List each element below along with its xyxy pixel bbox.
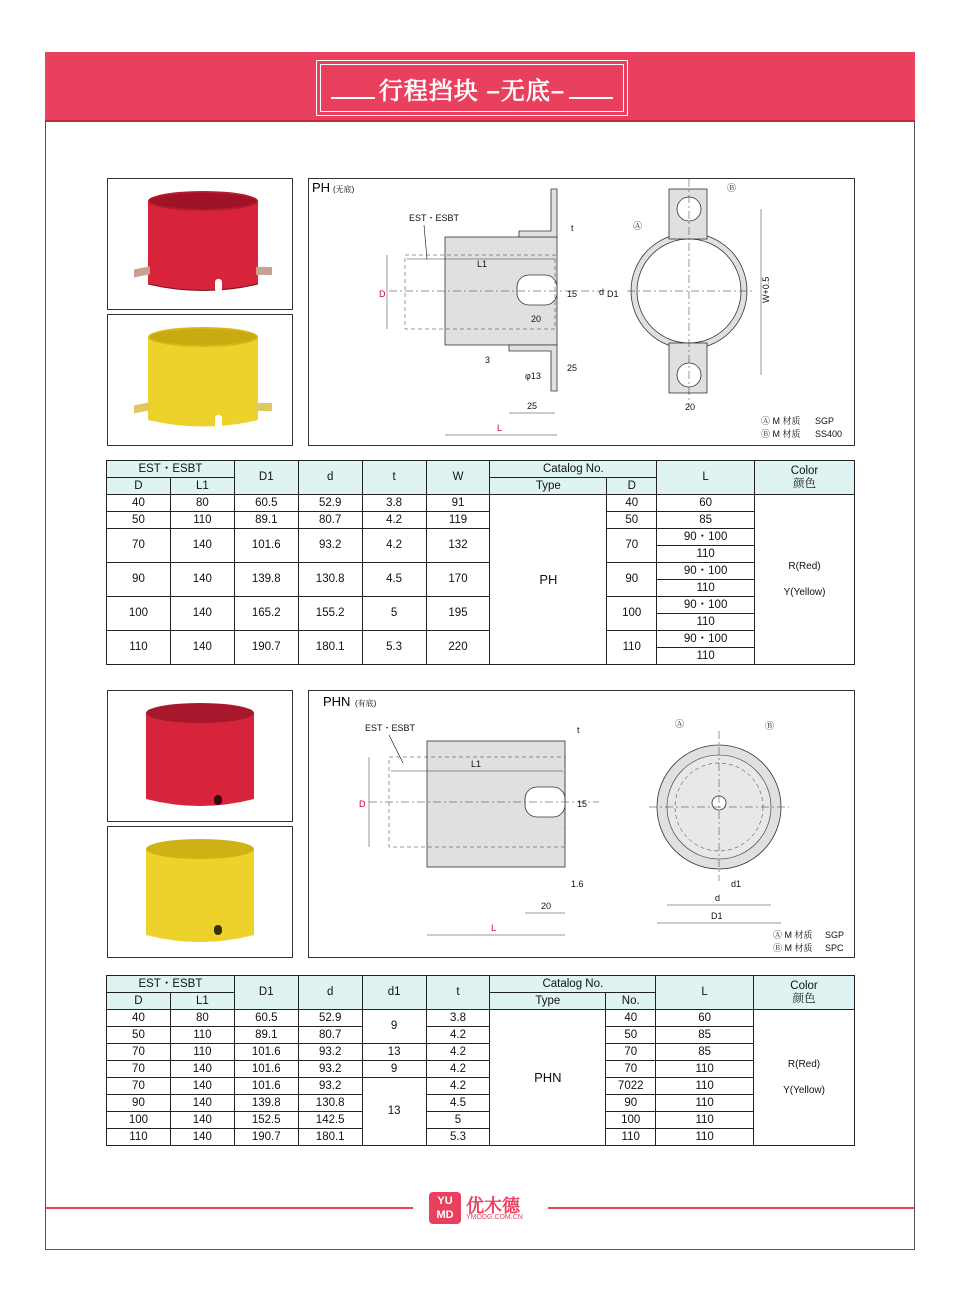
table-cell: SS400 <box>815 429 843 439</box>
phn-dim-15: 15 <box>577 799 588 809</box>
table-cell: 110 <box>107 1129 171 1146</box>
table-cell: R(Red) <box>788 560 821 572</box>
table-cell: 93.2 <box>298 1061 362 1078</box>
drawing-ph <box>308 178 855 446</box>
table-cell: MD <box>436 1209 454 1221</box>
table-cell: 52.9 <box>298 495 362 512</box>
th-color-en: Color <box>790 464 819 477</box>
table-cell: 140 <box>170 1112 234 1129</box>
table-cell: 101.6 <box>234 1078 298 1095</box>
table-row <box>107 1044 855 1061</box>
table-cell: 60 <box>657 495 755 512</box>
ph-dim-15: 15 <box>567 289 578 299</box>
table-cell: 132 <box>426 529 490 563</box>
table-cell: 40 <box>107 1010 171 1027</box>
table-cell: 110 <box>656 1061 754 1078</box>
ph-dim-25b: 25 <box>527 401 538 411</box>
table-cell: Y(Yellow) <box>783 586 826 598</box>
table-cell: 5.3 <box>362 631 426 665</box>
th2-type: Type <box>490 993 606 1010</box>
phn-legend-a <box>773 929 844 940</box>
th-D: D <box>107 478 171 495</box>
photo-phn-yellow <box>107 826 293 958</box>
ph-dim-D: D <box>379 289 386 299</box>
table-cell: 110 <box>656 1078 754 1095</box>
table-cell: 190.7 <box>234 1129 298 1146</box>
page-title <box>316 60 628 116</box>
table-cell: 9 <box>362 1061 426 1078</box>
th-no: D <box>607 478 657 495</box>
photo-ph-red <box>107 178 293 310</box>
th2-t: t <box>426 976 490 1010</box>
ph-dim-d: d <box>599 287 605 297</box>
table-cell: 139.8 <box>234 563 298 597</box>
table-cell: 80.7 <box>298 512 362 529</box>
table-cell: 195 <box>426 597 490 631</box>
th-type: Type <box>490 478 607 495</box>
type-cell: PH <box>490 495 607 665</box>
ph-dim-3: 3 <box>485 355 491 365</box>
table-cell: 152.5 <box>234 1112 298 1129</box>
th-L: L <box>657 461 755 495</box>
table-cell: 4.2 <box>426 1044 490 1061</box>
table-cell: 89.1 <box>234 1027 298 1044</box>
ph-legend-a <box>761 415 834 426</box>
ph-legend-b <box>761 428 842 439</box>
phn-label: PHN <box>323 694 351 709</box>
ph-parts-label: EST・ESBT <box>409 213 460 223</box>
th2-d1: d1 <box>362 976 426 1010</box>
phn-technical-drawing <box>309 691 853 956</box>
photo-phn-red <box>107 690 293 822</box>
page-title-text: 行程挡块 –无底– <box>378 77 566 105</box>
ph-marker-A: Ⓐ <box>633 221 643 231</box>
table-cell: 110 <box>607 631 657 665</box>
th-t: t <box>362 461 426 495</box>
table-cell: 70 <box>107 1044 171 1061</box>
table-cell: 40 <box>107 495 171 512</box>
phn-dim-L: L <box>491 923 497 933</box>
table-cell: 50 <box>607 512 657 529</box>
ph-dim-20: 20 <box>531 314 542 324</box>
table-cell: 60 <box>656 1010 754 1027</box>
red-stopper-image <box>108 179 291 308</box>
table-row <box>107 1061 855 1078</box>
th2-L1: L1 <box>170 993 234 1010</box>
table-cell: 100 <box>607 597 657 631</box>
table-cell: 85 <box>656 1044 754 1061</box>
th-est: EST・ESBT <box>107 461 235 478</box>
table-cell: 142.5 <box>298 1112 362 1129</box>
table-cell: 140 <box>170 631 234 665</box>
table-row <box>107 1010 855 1027</box>
ph-dim-phi13: φ13 <box>525 371 541 381</box>
ph-dim-25a: 25 <box>567 363 578 373</box>
table-cell: M 材质 <box>772 429 801 439</box>
table-cell: 100 <box>606 1112 656 1129</box>
phn-dim-D: D <box>359 799 366 809</box>
table-cell: 130.8 <box>298 563 362 597</box>
ph-label-sub: (无底) <box>333 185 355 194</box>
phn-dim-20: 20 <box>541 901 552 911</box>
ph-dim-W: W+0.5 <box>761 276 771 303</box>
table-cell: 90・100 <box>657 563 755 580</box>
th-color <box>755 461 855 495</box>
photo-ph-yellow <box>107 314 293 446</box>
table-cell: Ⓐ <box>761 416 771 426</box>
table-cell: 110 <box>656 1112 754 1129</box>
phn-marker-B: Ⓑ <box>765 721 775 731</box>
table-cell: 89.1 <box>234 512 298 529</box>
table-cell: 80 <box>170 495 234 512</box>
table-cell: 110 <box>170 1044 234 1061</box>
table-row <box>107 597 855 614</box>
table-cell: 85 <box>656 1027 754 1044</box>
color-cell <box>755 495 855 665</box>
table-cell: Ⓑ <box>773 943 783 953</box>
th2-no: No. <box>606 993 656 1010</box>
table-cell: 110 <box>656 1095 754 1112</box>
ph-spec-table <box>106 460 855 665</box>
table-row <box>107 1078 855 1095</box>
table-cell: 60.5 <box>234 1010 298 1027</box>
table-cell: 9 <box>362 1010 426 1044</box>
table-cell: 4.2 <box>426 1061 490 1078</box>
table-cell: 90・100 <box>657 529 755 546</box>
table-row <box>107 1027 855 1044</box>
color2-cell <box>754 1010 855 1146</box>
table-cell: 5 <box>426 1112 490 1129</box>
th-D1: D1 <box>234 461 298 495</box>
phn-marker-A: Ⓐ <box>675 719 685 729</box>
table-cell: SGP <box>825 930 845 940</box>
th2-d: d <box>298 976 362 1010</box>
ph-dim-20b: 20 <box>685 402 696 412</box>
table-row <box>107 563 855 580</box>
table-cell: R(Red) <box>787 1058 821 1070</box>
table-cell: 140 <box>170 529 234 563</box>
table-cell: 220 <box>426 631 490 665</box>
table-cell: 5 <box>362 597 426 631</box>
table-cell: Ⓐ <box>773 930 783 940</box>
table-cell: 70 <box>606 1061 656 1078</box>
table-cell: 70 <box>107 529 171 563</box>
table-cell: 50 <box>107 512 171 529</box>
table-cell: SGP <box>815 416 835 426</box>
table-cell: 90・100 <box>657 597 755 614</box>
table-cell: 90 <box>107 1095 171 1112</box>
yellow-stopper-image <box>108 315 291 444</box>
table-cell: 4.5 <box>426 1095 490 1112</box>
table-cell: 4.2 <box>362 512 426 529</box>
table-cell: 80.7 <box>298 1027 362 1044</box>
table-cell: 100 <box>107 1112 171 1129</box>
table-row <box>107 495 855 512</box>
phn-label-sub: (有底) <box>355 699 377 708</box>
table-cell: 4.2 <box>426 1027 490 1044</box>
th-color-cn: 颜色 <box>793 477 817 490</box>
table-cell: YU <box>437 1195 453 1207</box>
table-cell: 50 <box>107 1027 171 1044</box>
th-L1: L1 <box>170 478 234 495</box>
table-cell: 190.7 <box>234 631 298 665</box>
table-cell: 155.2 <box>298 597 362 631</box>
table-cell: 3.8 <box>362 495 426 512</box>
ph-label: PH <box>312 180 331 195</box>
ph-dim-L1: L1 <box>477 259 488 269</box>
table-row <box>107 631 855 648</box>
th-catalog: Catalog No. <box>490 461 657 478</box>
ph-marker-B: Ⓑ <box>727 183 737 193</box>
table-cell: M 材质 <box>772 416 801 426</box>
phn-parts-label: EST・ESBT <box>365 723 416 733</box>
table-cell: 180.1 <box>298 631 362 665</box>
ph-dim-t: t <box>571 223 574 233</box>
table-cell: 110 <box>657 648 755 665</box>
table-cell: 70 <box>606 1044 656 1061</box>
table-cell: 60.5 <box>234 495 298 512</box>
table-cell: 180.1 <box>298 1129 362 1146</box>
phn-dim-16: 1.6 <box>571 879 584 889</box>
table-cell: 颜色 <box>792 992 816 1005</box>
phn-dim-d1: d1 <box>731 879 742 889</box>
phn-dim-D1: D1 <box>711 911 723 921</box>
phn-legend-b <box>773 942 844 953</box>
th2-D: D <box>107 993 171 1010</box>
th2-L: L <box>656 976 754 1010</box>
table-cell: M 材质 <box>784 930 813 940</box>
table-cell: 100 <box>107 597 171 631</box>
th2-est: EST・ESBT <box>107 976 235 993</box>
table-cell: Y(Yellow) <box>783 1084 825 1096</box>
brand-logo <box>429 1192 461 1224</box>
table-cell: 110 <box>656 1129 754 1146</box>
table-cell: 101.6 <box>234 1044 298 1061</box>
table-cell: 165.2 <box>234 597 298 631</box>
footer-line-right <box>548 1207 915 1209</box>
table-cell: 110 <box>657 614 755 631</box>
ph-dim-D1: D1 <box>607 289 619 299</box>
drawing-phn <box>308 690 855 958</box>
table-cell: 90・100 <box>657 631 755 648</box>
table-cell: 91 <box>426 495 490 512</box>
table-cell: 110 <box>170 512 234 529</box>
phn-spec-table <box>106 975 855 1146</box>
th-W: W <box>426 461 490 495</box>
table-cell: 93.2 <box>298 1078 362 1095</box>
table-cell: 70 <box>607 529 657 563</box>
table-cell: 70 <box>107 1078 171 1095</box>
table-row <box>107 1112 855 1129</box>
table-cell: 101.6 <box>234 529 298 563</box>
table-cell: 110 <box>657 580 755 597</box>
table-cell: 40 <box>607 495 657 512</box>
table-cell: 110 <box>606 1129 656 1146</box>
table-cell: 119 <box>426 512 490 529</box>
table-cell: SPC <box>825 943 844 953</box>
table-cell: 140 <box>170 1061 234 1078</box>
table-cell: 110 <box>657 546 755 563</box>
table-row <box>107 1129 855 1146</box>
table-cell: 140 <box>170 1129 234 1146</box>
table-cell: 3.8 <box>426 1010 490 1027</box>
table-cell: 4.2 <box>362 529 426 563</box>
ph-technical-drawing <box>309 179 853 444</box>
table-cell: 140 <box>170 563 234 597</box>
table-row <box>107 512 855 529</box>
table-cell: Color <box>790 979 818 992</box>
table-cell: 4.5 <box>362 563 426 597</box>
table-cell: 93.2 <box>298 529 362 563</box>
red-phn-image <box>108 691 291 820</box>
ph-dim-L: L <box>497 423 503 433</box>
table-cell: 140 <box>170 597 234 631</box>
table-cell: 40 <box>606 1010 656 1027</box>
table-cell: 52.9 <box>298 1010 362 1027</box>
table-row <box>107 529 855 546</box>
table-cell: 140 <box>170 1078 234 1095</box>
table-cell: 90 <box>607 563 657 597</box>
table-cell: 110 <box>107 631 171 665</box>
table-cell: 13 <box>362 1044 426 1061</box>
footer-line-left <box>45 1207 413 1209</box>
table-cell: 50 <box>606 1027 656 1044</box>
table-cell: M 材质 <box>784 943 813 953</box>
th2-color <box>754 976 855 1010</box>
table-cell: 170 <box>426 563 490 597</box>
brand-url: YMODG.COM.CN <box>466 1214 523 1221</box>
yellow-phn-image <box>108 827 291 956</box>
phn-dim-t: t <box>577 725 580 735</box>
table-cell: 93.2 <box>298 1044 362 1061</box>
table-cell: Ⓑ <box>761 429 771 439</box>
type2-cell: PHN <box>490 1010 606 1146</box>
brand-name: 优木德 <box>466 1196 520 1216</box>
table-cell: 7022 <box>606 1078 656 1095</box>
table-cell: 110 <box>170 1027 234 1044</box>
table-cell: 13 <box>362 1078 426 1146</box>
th-d: d <box>298 461 362 495</box>
table-cell: 101.6 <box>234 1061 298 1078</box>
phn-dim-d: d <box>715 893 721 903</box>
table-cell: 85 <box>657 512 755 529</box>
th2-catalog: Catalog No. <box>490 976 656 993</box>
table-row <box>107 1095 855 1112</box>
table-cell: 140 <box>170 1095 234 1112</box>
phn-dim-L1: L1 <box>471 759 482 769</box>
table-cell: 130.8 <box>298 1095 362 1112</box>
table-cell: 80 <box>170 1010 234 1027</box>
table-cell: 4.2 <box>426 1078 490 1095</box>
table-cell: 90 <box>107 563 171 597</box>
table-cell: 70 <box>107 1061 171 1078</box>
table-cell: 139.8 <box>234 1095 298 1112</box>
table-cell: 90 <box>606 1095 656 1112</box>
th2-D1: D1 <box>234 976 298 1010</box>
table-cell: 5.3 <box>426 1129 490 1146</box>
